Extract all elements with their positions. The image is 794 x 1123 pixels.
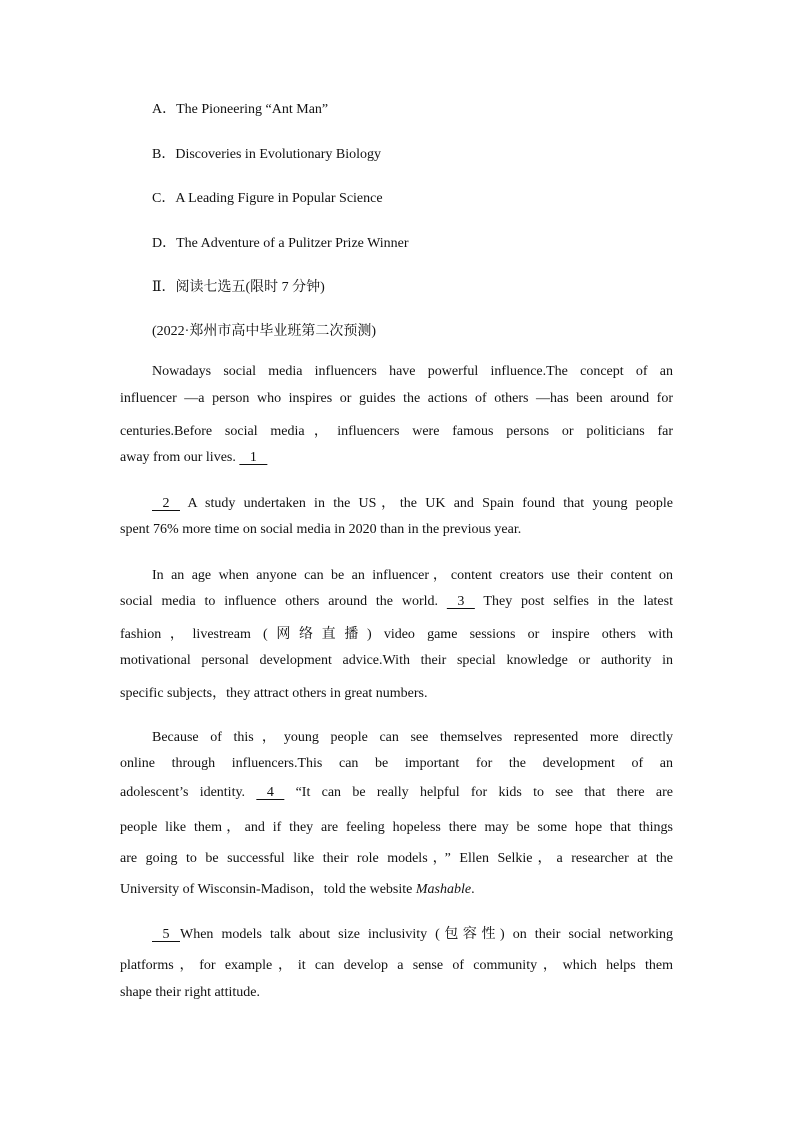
p5-line-1 <box>152 923 673 943</box>
source-line: (2022·郑州市高中毕业班第二次预测) <box>152 324 376 339</box>
option-b: B．Discoveries in Evolutionary Biology <box>152 147 382 162</box>
p1-line-3: centuries.Before social media，influencers were famous persons or politicians far <box>120 424 673 439</box>
p2-line-1-text: A study undertaken in the US，the UK and Spain found that young people <box>180 496 673 511</box>
blank-1: 1 <box>239 450 268 465</box>
blank-4: 4 <box>256 785 285 800</box>
p4-line-3-text: adolescent’s identity. <box>120 785 257 800</box>
p4-line-1: Because of this，young people can see themselves represented more directly <box>152 730 673 745</box>
p5-line-3: shape their right attitude. <box>120 985 260 1000</box>
section-title: Ⅱ．阅读七选五(限时 7 分钟) <box>152 280 325 295</box>
p4-line-6 <box>120 878 673 898</box>
blank-5: 5 <box>152 927 180 942</box>
p1-line-1: Nowadays social media influencers have powerful influence.The concept of an <box>152 364 673 379</box>
option-c: C．A Leading Figure in Popular Science <box>152 191 383 206</box>
p3-line-2-tail: They post selfies in the latest <box>474 594 673 609</box>
p3-line-3: fashion，livestream (网络直播) video game sessions or inspire others with <box>120 627 673 642</box>
p3-line-2 <box>120 594 673 610</box>
p3-line-5: specific subjects，they attract others in great numbers. <box>120 686 428 701</box>
option-a: A．The Pioneering “Ant Man” <box>152 102 329 117</box>
p1-line-2: influencer —a person who inspires or guides the actions of others —has been around for <box>120 391 673 406</box>
p4-line-5: are going to be successful like their role models，” Ellen Selkie，a researcher at the <box>120 851 673 866</box>
p2-line-1 <box>152 492 673 512</box>
p3-line-4: motivational personal development advice.With their special knowledge or authority in <box>120 653 673 668</box>
p3-line-1: In an age when anyone can be an influencer，content creators use their content on <box>152 568 673 583</box>
p4-line-2: online through influencers.This can be important for the development of an <box>120 756 673 771</box>
blank-2: 2 <box>152 496 180 511</box>
p5-line-1-text: When models talk about size inclusivity (包容性) on their social networking <box>180 927 673 942</box>
p4-line-6-text: University of Wisconsin-Madison，told the website <box>120 882 416 897</box>
p1-line-4-text: away from our lives. <box>120 450 240 465</box>
p5-line-2: platforms，for example，it can develop a sense of community，which helps them <box>120 958 673 973</box>
p3-line-2-text: social media to influence others around the world. <box>120 594 447 609</box>
blank-3: 3 <box>446 594 475 609</box>
website-name: Mashable <box>415 882 472 897</box>
option-d: D．The Adventure of a Pulitzer Prize Winner <box>152 236 409 251</box>
p1-line-4 <box>120 450 673 466</box>
p4-line-3 <box>120 785 673 801</box>
p4-line-3-tail: “It can be really helpful for kids to see that there are <box>284 785 673 800</box>
p2-line-2: spent 76% more time on social media in 2020 than in the previous year. <box>120 522 522 537</box>
p4-line-6-end: . <box>471 882 475 897</box>
p4-line-4: people like them，and if they are feeling hopeless there may be some hope that things <box>120 820 673 835</box>
